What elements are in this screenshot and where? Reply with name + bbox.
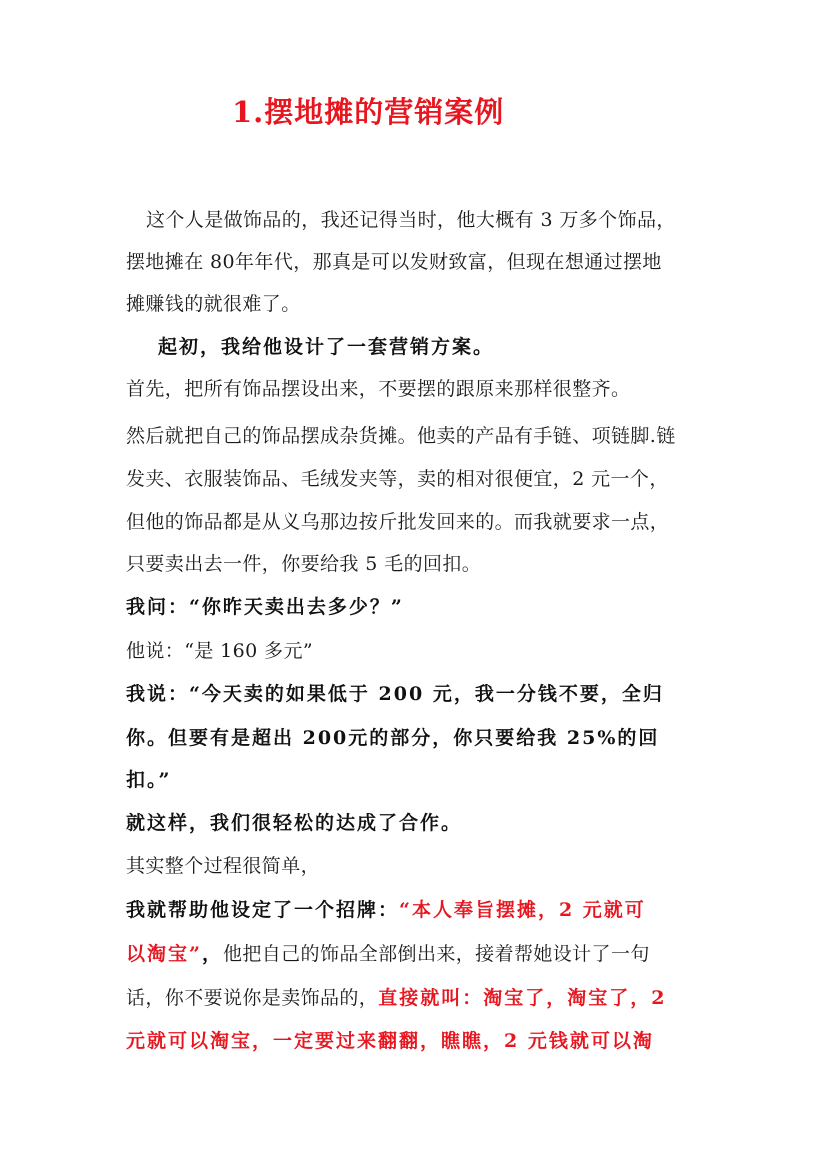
paragraph-line: 只要卖出去一件，你要给我 5 毛的回扣。 (126, 553, 482, 575)
shout-slogan: 直接就叫：淘宝了，淘宝了，2 (378, 987, 667, 1009)
document-title: 1.摆地摊的营销案例 (232, 95, 505, 129)
dialogue-offer: 你。但要有是超出 200元的部分，你只要给我 25%的回 (126, 727, 660, 749)
paragraph-line: 其实整个过程很简单， (126, 855, 321, 877)
paragraph-line: 然后就把自己的饰品摆成杂货摊。他卖的产品有手链、项链脚.链 (126, 425, 676, 447)
dialogue-offer: 扣。” (126, 769, 172, 791)
paragraph-line: 摆地摊在 80年年代，那真是可以发财致富，但现在想通过摆地 (126, 251, 662, 273)
signboard-line (126, 897, 646, 923)
comma: ， (201, 943, 223, 965)
dialogue-offer: 我说：“今天卖的如果低于 200 元，我一分钱不要，全归 (126, 683, 664, 705)
paragraph-line: 摊赚钱的就很难了。 (126, 293, 301, 315)
dialogue-answer: 他说：“是 160 多元” (126, 640, 313, 662)
signboard-slogan-end: 以淘宝” (126, 943, 202, 965)
signboard-slogan: “本人奉旨摆摊，2 元就可 (399, 899, 646, 921)
paragraph-line: 首先，把所有饰品摆设出来，不要摆的跟原来那样很整齐。 (126, 378, 631, 400)
signboard-line (126, 941, 650, 967)
signboard-intro: 我就帮助他设定了一个招牌： (126, 899, 400, 921)
paragraph-line: 但他的饰品都是从义乌那边按斤批发回来的。而我就要求一点， (126, 511, 670, 533)
paragraph-line: 发夹、衣服装饰品、毛绒发夹等，卖的相对很便宜，2 元一个， (126, 468, 669, 490)
slogan-line (126, 985, 666, 1011)
shout-slogan: 元就可以淘宝，一定要过来翻翻，瞧瞧，2 元钱就可以淘 (126, 1030, 654, 1052)
dialogue-question: 我问：“你昨天卖出去多少？” (126, 596, 404, 618)
paragraph-line: 这个人是做饰品的，我还记得当时，他大概有 3 万多个饰品， (146, 209, 676, 231)
section-heading: 起初，我给他设计了一套营销方案。 (158, 336, 495, 358)
paragraph-text: 他把自己的饰品全部倒出来，接着帮她设计了一句 (222, 943, 650, 965)
paragraph-text: 话，你不要说你是卖饰品的， (126, 987, 379, 1009)
paragraph-line-bold: 就这样，我们很轻松的达成了合作。 (126, 812, 463, 834)
